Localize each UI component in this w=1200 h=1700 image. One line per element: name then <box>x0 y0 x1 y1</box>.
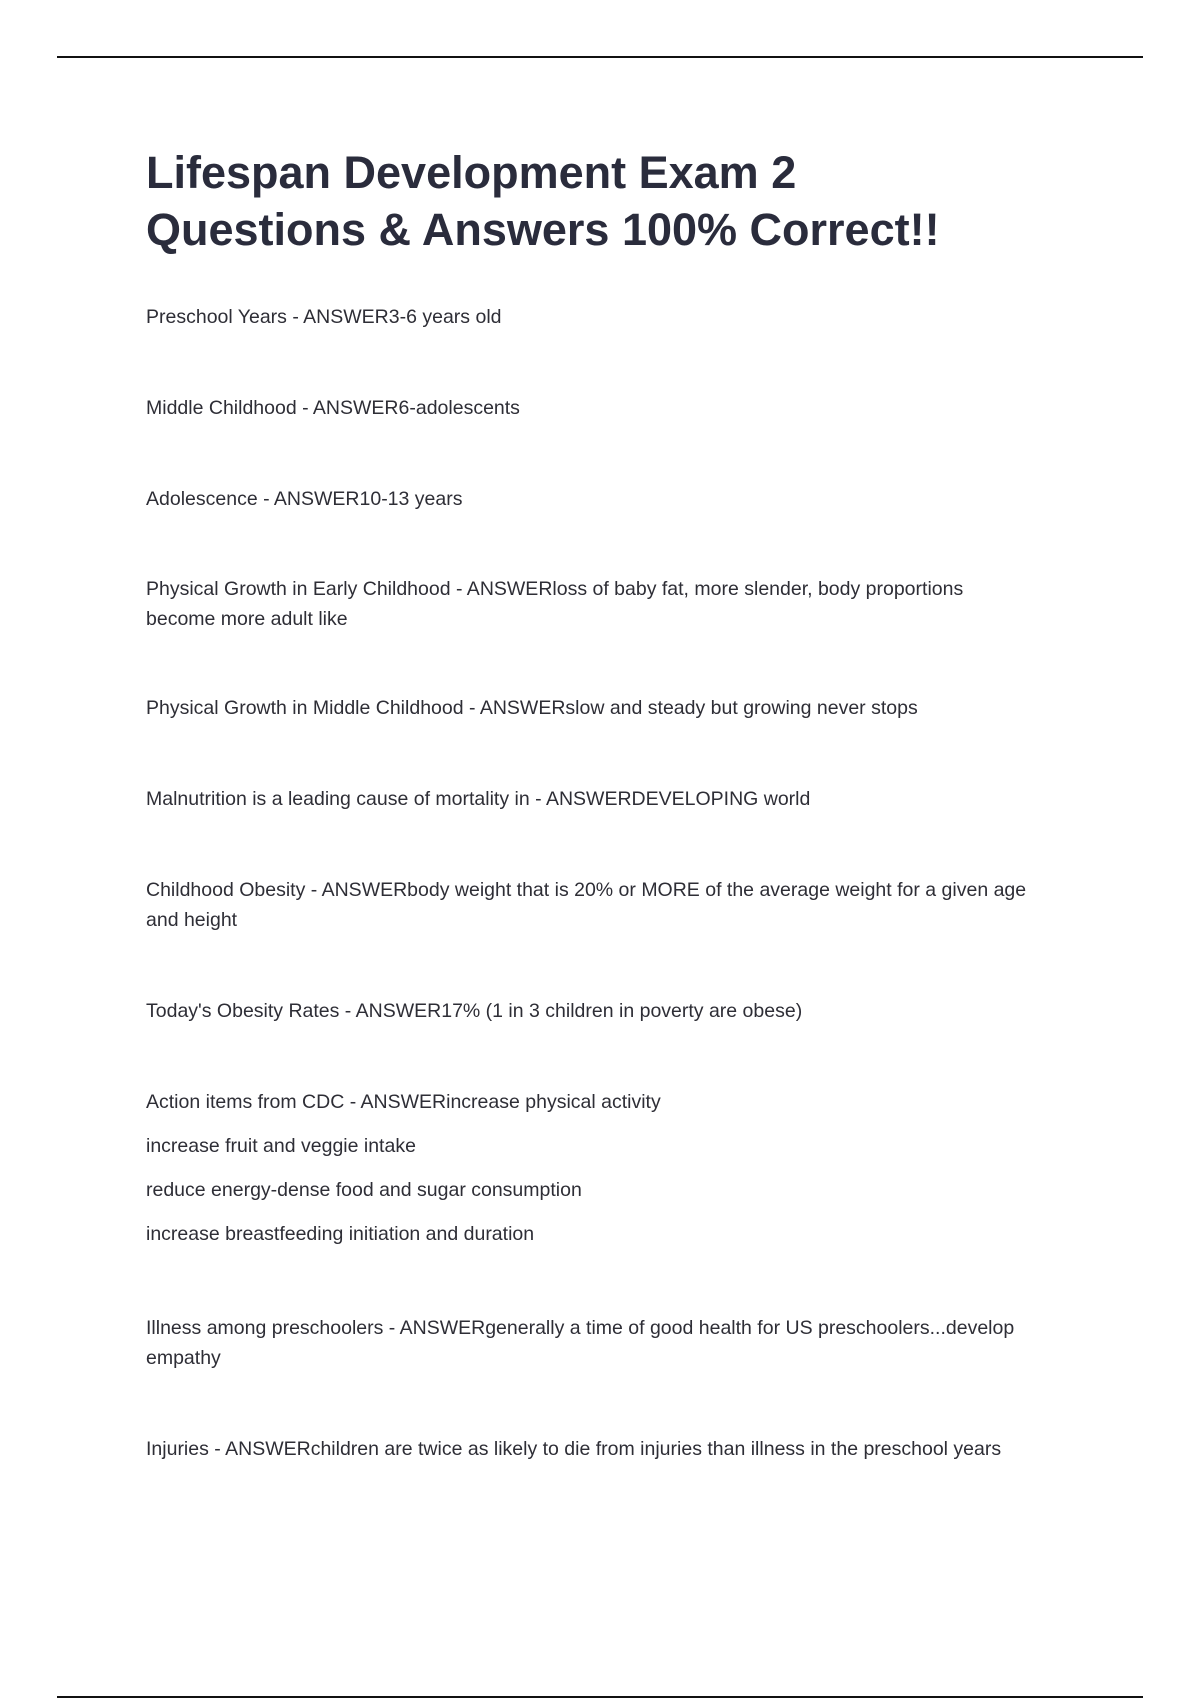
qa-text: Illness among preschoolers - ANSWERgenerally a time of good health for US preschoolers...develop <box>146 1317 1015 1339</box>
qa-text-continued: increase breastfeeding initiation and duration <box>146 1223 535 1245</box>
qa-text: Middle Childhood - ANSWER6-adolescents <box>146 397 520 419</box>
qa-text: Childhood Obesity - ANSWERbody weight that is 20% or MORE of the average weight for a given age <box>146 879 1027 901</box>
qa-item <box>146 996 1066 1026</box>
page-title <box>146 144 1096 258</box>
qa-text-continued: empathy <box>146 1347 221 1369</box>
qa-item <box>146 393 1066 423</box>
qa-item <box>146 1313 1066 1373</box>
qa-text: Physical Growth in Middle Childhood - ANSWERslow and steady but growing never stops <box>146 697 918 719</box>
qa-text: Malnutrition is a leading cause of mortality in - ANSWERDEVELOPING world <box>146 788 811 810</box>
qa-text-continued: reduce energy-dense food and sugar consumption <box>146 1179 582 1201</box>
qa-item <box>146 1087 1066 1249</box>
qa-text: Preschool Years - ANSWER3-6 years old <box>146 306 502 328</box>
qa-text: Injuries - ANSWERchildren are twice as likely to die from injuries than illness in the preschool years <box>146 1438 1002 1460</box>
title-line-1: Lifespan Development Exam 2 <box>146 147 797 198</box>
qa-item <box>146 875 1066 935</box>
qa-item <box>146 574 1066 634</box>
top-divider <box>57 56 1143 58</box>
qa-item <box>146 693 1066 723</box>
qa-item <box>146 484 1066 514</box>
qa-text-continued: and height <box>146 909 238 931</box>
qa-text-continued: increase fruit and veggie intake <box>146 1135 416 1157</box>
bottom-divider <box>57 1696 1143 1698</box>
qa-text: Today's Obesity Rates - ANSWER17% (1 in 3 children in poverty are obese) <box>146 1000 803 1022</box>
qa-item <box>146 784 1066 814</box>
qa-item <box>146 302 1066 332</box>
qa-text: Action items from CDC - ANSWERincrease physical activity <box>146 1091 661 1113</box>
title-line-2: Questions & Answers 100% Correct!! <box>146 204 940 255</box>
qa-text: Physical Growth in Early Childhood - ANSWERloss of baby fat, more slender, body proportions <box>146 578 964 600</box>
qa-item <box>146 1434 1066 1464</box>
qa-text: Adolescence - ANSWER10-13 years <box>146 488 463 510</box>
qa-text-continued: become more adult like <box>146 608 348 630</box>
